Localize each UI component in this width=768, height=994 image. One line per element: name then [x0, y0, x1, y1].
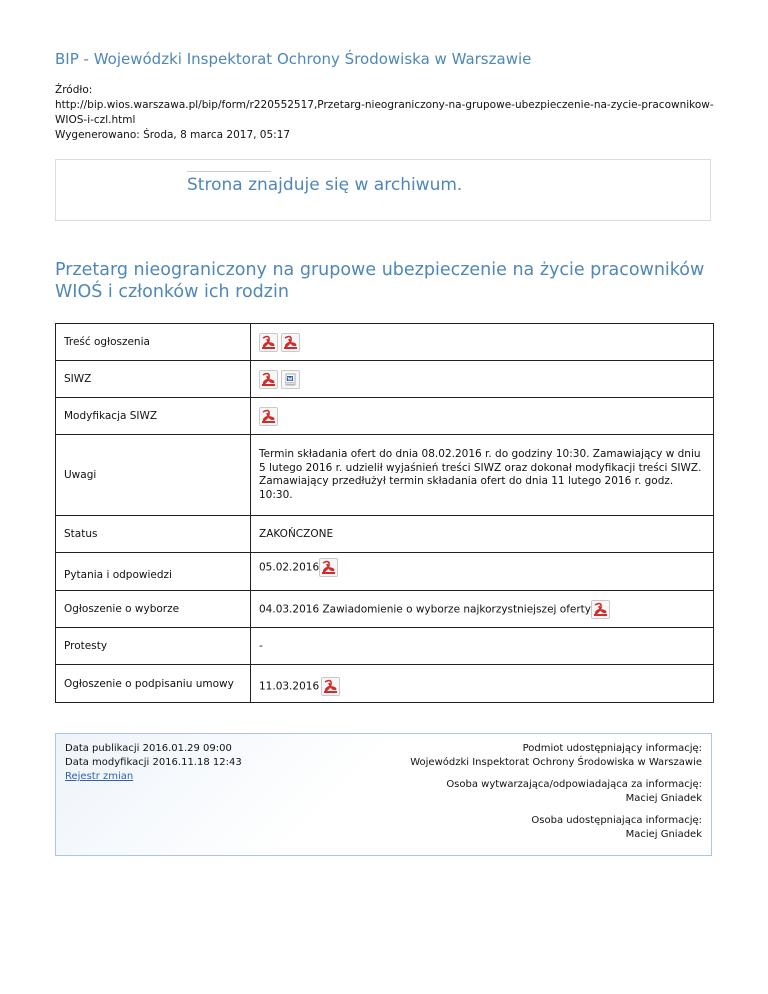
pdf-icon[interactable]	[321, 677, 340, 696]
word-doc-icon[interactable]	[281, 370, 300, 389]
source-url-line2: WIOS-i-czl.html	[55, 114, 136, 126]
modification-date: Data modyfikacji 2016.11.18 12:43	[65, 757, 242, 768]
pdf-icon[interactable]	[319, 558, 338, 577]
table-row	[56, 398, 714, 435]
publication-date: Data publikacji 2016.01.29 09:00	[65, 743, 232, 754]
row-label: Protesty	[56, 628, 251, 665]
pdf-icon[interactable]	[259, 370, 278, 389]
publisher-value: Maciej Gniadek	[625, 829, 702, 840]
archive-divider	[187, 171, 271, 172]
source-url-line1: http://bip.wios.warszawa.pl/bip/form/r220552517,Przetarg-nieograniczony-na-grupowe-ubezpieczenie-na-zycie-pracownikow-	[55, 99, 714, 111]
source-label: Źródło:	[55, 84, 93, 96]
table-row	[56, 628, 714, 665]
archive-notice: Strona znajduje się w archiwum.	[187, 175, 463, 195]
row-label: Status	[56, 516, 251, 553]
pdf-icon[interactable]	[281, 333, 300, 352]
row-label: Treść ogłoszenia	[56, 324, 251, 361]
pdf-icon[interactable]	[259, 407, 278, 426]
site-title: BIP - Wojewódzki Inspektorat Ochrony Środowiska w Warszawie	[55, 50, 532, 68]
table-row	[56, 553, 714, 591]
pdf-icon[interactable]	[259, 333, 278, 352]
contract-date: 11.03.2016	[259, 680, 320, 693]
table-row	[56, 324, 714, 361]
archive-notice-box	[55, 159, 711, 221]
table-row	[56, 435, 714, 516]
remarks-text-extension: Zamawiający przedłużył termin składania ofert do dnia 11 lutego 2016 r. godz. 10:30.	[259, 475, 674, 501]
author-value: Maciej Gniadek	[625, 793, 702, 804]
row-label: Pytania i odpowiedzi	[56, 553, 251, 591]
row-value	[251, 435, 714, 516]
pdf-icon[interactable]	[591, 600, 610, 619]
row-label: Ogłoszenie o podpisaniu umowy	[56, 665, 251, 703]
author-label: Osoba wytwarzająca/odpowiadająca za informację:	[446, 779, 702, 790]
table-row	[56, 361, 714, 398]
qa-date: 05.02.2016	[259, 561, 320, 574]
changelog-link[interactable]: Rejestr zmian	[65, 771, 134, 782]
publisher-label: Osoba udostępniająca informację:	[531, 815, 702, 826]
row-value	[251, 553, 714, 591]
table-row	[56, 516, 714, 553]
footer-dates	[65, 742, 242, 784]
row-label: Uwagi	[56, 435, 251, 516]
row-label: Modyfikacja SIWZ	[56, 398, 251, 435]
row-value	[251, 361, 714, 398]
row-value	[251, 591, 714, 628]
footer-responsible	[410, 742, 702, 850]
remarks-text: Termin składania ofert do dnia 08.02.2016 r. do godziny 10:30. Zamawiający w dniu 5 lutego 2016 r. udzielił wyjaśnień treści SIWZ oraz dokonał modyfikacji treści SIWZ.	[259, 448, 702, 474]
metadata-footer	[55, 733, 712, 856]
provider-label: Podmiot udostępniający informację:	[522, 743, 702, 754]
tender-details-table	[55, 323, 714, 703]
row-value	[251, 665, 714, 703]
selection-notice-text: 04.03.2016 Zawiadomienie o wyborze najkorzystniejszej oferty	[259, 603, 592, 615]
status-value: ZAKOŃCZONE	[251, 516, 714, 553]
provider-value: Wojewódzki Inspektorat Ochrony Środowiska w Warszawie	[410, 757, 702, 768]
row-label: SIWZ	[56, 361, 251, 398]
generated-date: Wygenerowano: Środa, 8 marca 2017, 05:17	[55, 129, 291, 141]
row-label: Ogłoszenie o wyborze	[56, 591, 251, 628]
row-value	[251, 324, 714, 361]
table-row	[56, 665, 714, 703]
page-title: Przetarg nieograniczony na grupowe ubezpieczenie na życie pracowników WIOŚ i członków ich rodzin	[55, 260, 705, 302]
protests-value: -	[251, 628, 714, 665]
source-info	[55, 83, 725, 143]
row-value	[251, 398, 714, 435]
table-row	[56, 591, 714, 628]
